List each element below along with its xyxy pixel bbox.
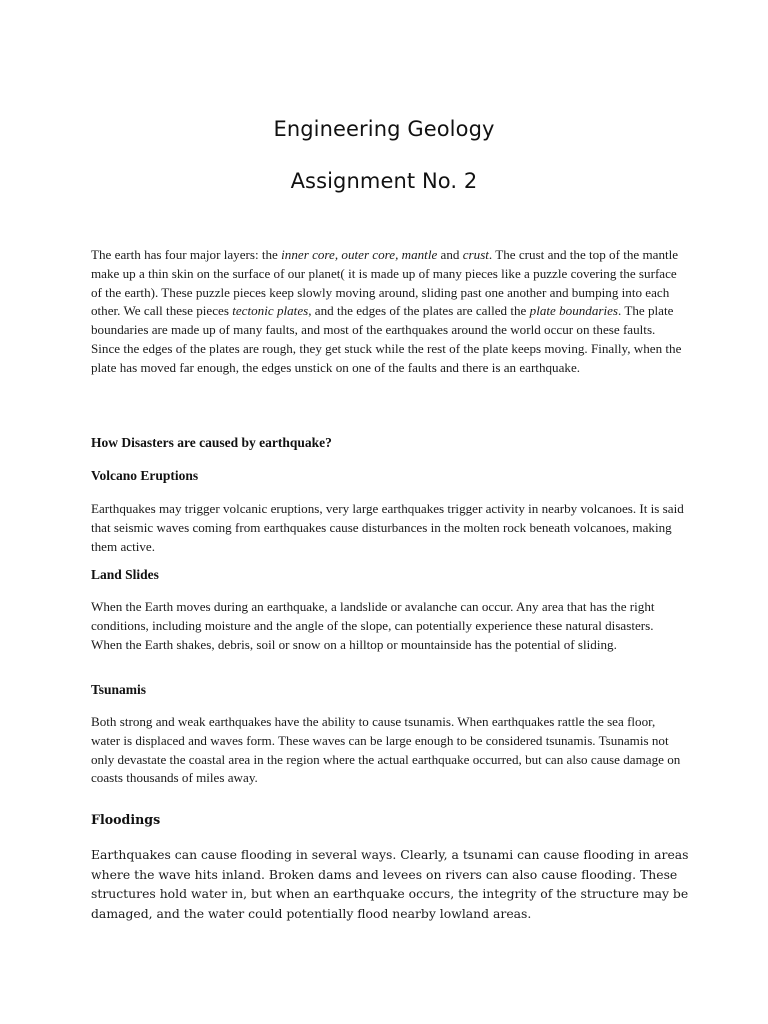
section-heading-main: How Disasters are caused by earthquake? — [91, 435, 332, 450]
document-title: Engineering Geology — [273, 117, 495, 141]
tsunamis-paragraph: Both strong and weak earthquakes have the ability to cause tsunamis. When earthquakes rattle the sea floor, water is displaced and waves form. These waves can be large enough to be considered tsunamis. Tsunamis not only devastate the coastal area in the region where the actual earthquake occurred, but can also cause damage on coasts thousands of miles away. — [91, 714, 681, 786]
section-heading-volcano: Volcano Eruptions — [91, 468, 199, 483]
intro-text-5: . The plate boundaries are made up of many faults, and most of the earthquakes around the world occur on these faults. Since the edges of the plates are rough, they get stuck while the rest of the plate keeps moving. Finally, when the plate has moved far enough, the edges unstick on one of the faults and there is an earthquake. — [91, 303, 682, 375]
floodings-paragraph: Earthquakes can cause flooding in several ways. Clearly, a tsunami can cause flooding in areas where the wave hits inland. Broken dams and levees on rivers can also cause flooding. These structures hold water in, but when an earthquake occurs, the integrity of the structure may be damaged, and the water could potentially flood nearby lowland areas. — [91, 847, 689, 921]
intro-emphasis-plate-boundaries: plate boundaries — [529, 303, 619, 319]
intro-emphasis-crust: crust — [462, 247, 489, 262]
assignment-number: Assignment No. 2 — [290, 169, 478, 193]
intro-emphasis-layers: inner core, outer core, mantle — [281, 247, 438, 262]
intro-text-3: . The crust and the top of the mantle make up a thin skin on the surface of our planet( it is made up of many pieces like a puzzle covering the surface of the earth). These puzzle pieces keep slowly moving around, sliding past one another and bumping into each other. We call these pieces — [91, 247, 679, 319]
section-heading-landslides: Land Slides — [91, 567, 159, 582]
intro-paragraph — [91, 246, 687, 378]
intro-text-1: The earth has four major layers: the — [91, 247, 282, 262]
intro-text-4: , and the edges of the plates are called the — [308, 303, 530, 319]
volcano-paragraph: Earthquakes may trigger volcanic eruptions, very large earthquakes trigger activity in nearby volcanoes. It is said that seismic waves coming from earthquakes cause disturbances in the molten rock beneath volcanoes, making them active. — [91, 501, 684, 554]
intro-text-2: and — [437, 247, 463, 262]
section-heading-tsunamis: Tsunamis — [91, 682, 147, 697]
section-heading-floodings: Floodings — [91, 812, 161, 827]
intro-emphasis-tectonic-plates: tectonic plates — [232, 303, 309, 319]
landslides-paragraph: When the Earth moves during an earthquake, a landslide or avalanche can occur. Any area that has the right conditions, including moisture and the angle of the slope, can potentially experience these natural disasters. When the Earth shakes, debris, soil or snow on a hilltop or mountainside has the potential of sliding. — [91, 599, 655, 652]
